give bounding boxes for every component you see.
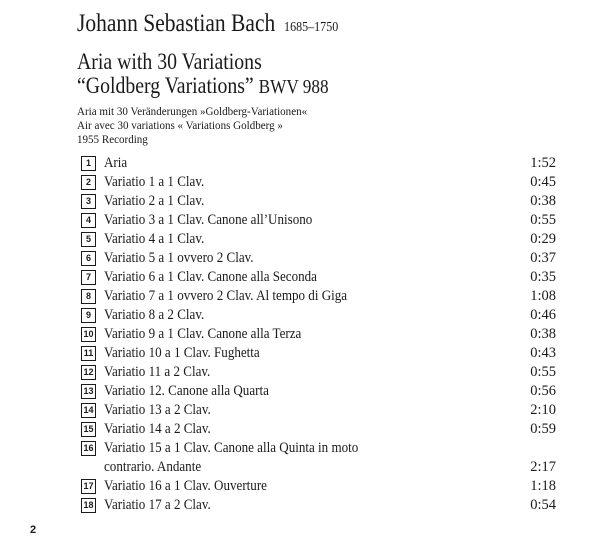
track-row — [81, 154, 556, 173]
track-row — [81, 401, 556, 420]
track-title — [104, 249, 475, 268]
track-number-box: 11 — [81, 346, 96, 361]
track-title — [104, 496, 475, 515]
track-number-box: 12 — [81, 365, 96, 380]
track-number-box: 6 — [81, 251, 96, 266]
track-title-line: Variatio 17 a 2 Clav. — [104, 497, 211, 513]
track-title-line: Variatio 5 a 1 ovvero 2 Clav. — [104, 250, 254, 266]
track-duration: 0:35 — [530, 269, 556, 285]
track-row — [81, 496, 556, 515]
track-title — [104, 154, 475, 173]
track-duration: 0:46 — [530, 307, 556, 323]
work-subtitle-line — [77, 74, 507, 99]
track-duration: 0:55 — [530, 212, 556, 228]
track-title — [104, 230, 475, 249]
track-number-box: 8 — [81, 289, 96, 304]
track-row — [81, 477, 556, 496]
track-number-box: 17 — [81, 479, 96, 494]
track-title-line: Variatio 8 a 2 Clav. — [104, 307, 205, 323]
track-title-line: Variatio 14 a 2 Clav. — [104, 421, 211, 437]
track-row — [81, 192, 556, 211]
track-number-box: 4 — [81, 213, 96, 228]
german-title: Aria mit 30 Veränderungen »Goldberg-Variationen« — [77, 104, 308, 118]
track-row — [81, 230, 556, 249]
track-title — [104, 344, 475, 363]
track-duration: 0:54 — [530, 497, 556, 513]
track-duration: 0:37 — [530, 250, 556, 266]
track-title — [104, 192, 475, 211]
track-title — [104, 268, 475, 287]
track-number-box: 5 — [81, 232, 96, 247]
track-row — [81, 420, 556, 439]
track-number-box: 7 — [81, 270, 96, 285]
track-duration: 0:56 — [530, 383, 556, 399]
track-title-line: Variatio 1 a 1 Clav. — [104, 174, 205, 190]
track-number-box: 16 — [81, 441, 96, 456]
track-row — [81, 173, 556, 192]
track-title-line: Variatio 4 a 1 Clav. — [104, 231, 205, 247]
page-number: 2 — [30, 524, 37, 536]
composer-name: Johann Sebastian Bach — [77, 10, 276, 37]
track-number-box: 1 — [81, 156, 96, 171]
track-row — [81, 211, 556, 230]
track-duration: 1:52 — [530, 155, 556, 171]
track-duration: 1:08 — [530, 288, 556, 304]
track-duration: 0:45 — [530, 174, 556, 190]
work-nickname: “Goldberg Variations” — [77, 73, 254, 98]
track-title — [104, 363, 475, 382]
track-number-box: 13 — [81, 384, 96, 399]
track-title — [104, 173, 475, 192]
french-title: Air avec 30 variations « Variations Goldberg » — [77, 118, 283, 132]
track-title-line: Variatio 2 a 1 Clav. — [104, 193, 205, 209]
track-title-line: Variatio 11 a 2 Clav. — [104, 364, 211, 380]
track-title — [104, 382, 475, 401]
track-list — [81, 154, 556, 515]
track-number-box: 18 — [81, 498, 96, 513]
track-title — [104, 325, 475, 344]
track-duration: 2:17 — [530, 459, 556, 475]
track-title-line: Variatio 7 a 1 ovvero 2 Clav. Al tempo di Giga — [104, 288, 348, 304]
track-row — [81, 306, 556, 325]
track-title — [104, 439, 475, 477]
track-duration: 0:55 — [530, 364, 556, 380]
track-row — [81, 439, 556, 477]
track-number-box: 3 — [81, 194, 96, 209]
track-title-line-2: contrario. Andante — [104, 459, 202, 475]
track-duration: 0:43 — [530, 345, 556, 361]
track-title-line: Variatio 3 a 1 Clav. Canone all’Unisono — [104, 212, 313, 228]
track-number-box: 14 — [81, 403, 96, 418]
track-row — [81, 268, 556, 287]
track-duration: 0:29 — [530, 231, 556, 247]
track-title — [104, 401, 475, 420]
track-duration: 2:10 — [530, 402, 556, 418]
recording-info: 1955 Recording — [77, 132, 148, 146]
track-row — [81, 382, 556, 401]
track-row — [81, 363, 556, 382]
track-title — [104, 287, 475, 306]
track-title-line: Aria — [104, 155, 128, 171]
track-number-box: 2 — [81, 175, 96, 190]
subtitles — [77, 104, 537, 146]
work-title: Aria with 30 Variations — [77, 49, 262, 74]
track-title-line: Variatio 15 a 1 Clav. Canone alla Quinta in moto — [104, 440, 359, 456]
track-duration: 0:38 — [530, 193, 556, 209]
track-number-box: 10 — [81, 327, 96, 342]
track-title-line: Variatio 10 a 1 Clav. Fughetta — [104, 345, 260, 361]
bwv-number: BWV 988 — [258, 76, 329, 98]
track-title-line: Variatio 12. Canone alla Quarta — [104, 383, 269, 399]
track-row — [81, 249, 556, 268]
track-row — [81, 325, 556, 344]
track-title-line: Variatio 9 a 1 Clav. Canone alla Terza — [104, 326, 302, 342]
track-title-line: Variatio 16 a 1 Clav. Ouverture — [104, 478, 267, 494]
track-title — [104, 477, 475, 496]
track-title-line: Variatio 6 a 1 Clav. Canone alla Seconda — [104, 269, 317, 285]
header — [77, 10, 577, 146]
track-duration: 1:18 — [530, 478, 556, 494]
track-duration: 0:38 — [530, 326, 556, 342]
track-title — [104, 306, 475, 325]
track-duration: 0:59 — [530, 421, 556, 437]
track-title — [104, 420, 475, 439]
track-number-box: 9 — [81, 308, 96, 323]
track-row — [81, 344, 556, 363]
track-number-box: 15 — [81, 422, 96, 437]
track-title-line: Variatio 13 a 2 Clav. — [104, 402, 211, 418]
composer-line — [77, 10, 507, 42]
composer-dates: 1685–1750 — [284, 20, 339, 35]
track-title — [104, 211, 475, 230]
track-row — [81, 287, 556, 306]
